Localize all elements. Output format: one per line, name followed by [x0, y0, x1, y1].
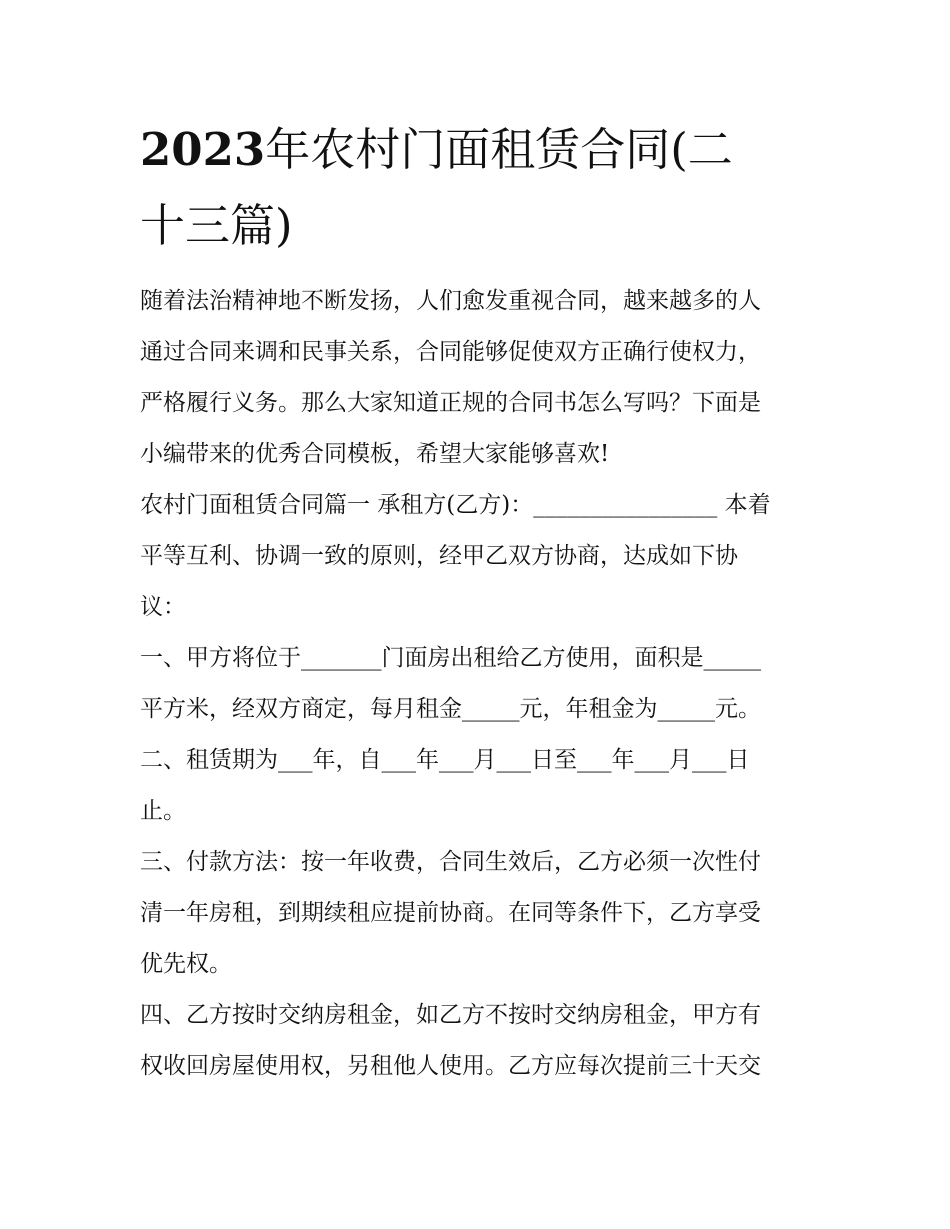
- body-line: 一、甲方将位于_______门面房出租给乙方使用，面积是_____: [140, 645, 761, 671]
- body-line: 止。: [140, 798, 186, 824]
- body-line: 二、租赁期为___年，自___年___月___日至___年___月___日: [140, 747, 750, 773]
- body-line: 三、付款方法：按一年收费，合同生效后，乙方必须一次性付: [140, 849, 761, 875]
- body-line: 四、乙方按时交纳房租金，如乙方不按时交纳房租金，甲方有: [140, 1002, 761, 1028]
- body-line: 优先权。: [140, 951, 232, 977]
- title-year: 2023: [140, 123, 266, 176]
- document-body: [140, 276, 820, 1092]
- body-line: 农村门面租赁合同篇一 承租方(乙方)：________________ 本着: [140, 492, 771, 518]
- body-line: 随着法治精神地不断发扬，人们愈发重视合同，越来越多的人: [140, 288, 761, 314]
- body-line: 议：: [140, 594, 186, 620]
- body-line: 小编带来的优秀合同模板，希望大家能够喜欢!: [140, 441, 610, 467]
- body-line: 平方米，经双方商定，每月租金_____元，年租金为_____元。: [140, 696, 761, 722]
- document-title: [140, 112, 830, 264]
- body-line: 权收回房屋使用权，另租他人使用。乙方应每次提前三十天交: [140, 1053, 761, 1079]
- title-line-1: 年农村门面租赁合同(二: [265, 123, 733, 176]
- body-line: 平等互利、协调一致的原则，经甲乙双方协商，达成如下协: [140, 543, 738, 569]
- title-line-2: 十三篇): [140, 199, 293, 252]
- body-line: 清一年房租，到期续租应提前协商。在同等条件下，乙方享受: [140, 900, 761, 926]
- body-line: 严格履行义务。那么大家知道正规的合同书怎么写吗？下面是: [140, 390, 761, 416]
- body-line: 通过合同来调和民事关系，合同能够促使双方正确行使权力，: [140, 339, 761, 365]
